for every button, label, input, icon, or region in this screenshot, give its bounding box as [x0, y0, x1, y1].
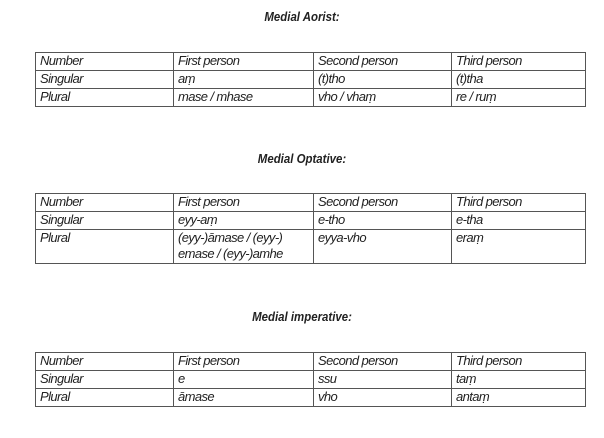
second-person-cell: vho [314, 389, 452, 407]
first-person-cell: mase / mhase [174, 89, 314, 107]
table-row [36, 371, 586, 389]
section-title-medial-optative: Medial Optative: [257, 151, 347, 166]
third-person-cell: antaṃ [452, 389, 586, 407]
medial-optative-table [35, 193, 586, 264]
table-row [36, 212, 586, 230]
first-person-cell: aṃ [174, 71, 314, 89]
second-person-cell: ssu [314, 371, 452, 389]
header-first-person: First person [174, 353, 314, 371]
third-person-cell: taṃ [452, 371, 586, 389]
header-second-person: Second person [314, 353, 452, 371]
row-number-cell: Plural [36, 89, 174, 107]
row-number-cell: Plural [36, 389, 174, 407]
row-number-cell: Singular [36, 371, 174, 389]
third-person-cell: re / ruṃ [452, 89, 586, 107]
medial-imperative-table [35, 352, 586, 407]
second-person-cell: vho / vhaṃ [314, 89, 452, 107]
header-first-person: First person [174, 194, 314, 212]
first-person-cell: e [174, 371, 314, 389]
header-second-person: Second person [314, 53, 452, 71]
header-third-person: Third person [452, 353, 586, 371]
header-third-person: Third person [452, 194, 586, 212]
header-number: Number [36, 194, 174, 212]
first-person-cell: (eyy-)āmase / (eyy-) emase / (eyy-)amhe [174, 230, 314, 264]
table-row [36, 71, 586, 89]
third-person-cell: (t)tha [452, 71, 586, 89]
table-row [36, 389, 586, 407]
header-number: Number [36, 353, 174, 371]
second-person-cell: (t)tho [314, 71, 452, 89]
header-number: Number [36, 53, 174, 71]
medial-aorist-table [35, 52, 586, 107]
table-header-row [36, 53, 586, 71]
header-first-person: First person [174, 53, 314, 71]
table-header-row [36, 194, 586, 212]
section-title-medial-aorist: Medial Aorist: [264, 9, 340, 24]
table-row [36, 230, 586, 264]
row-number-cell: Singular [36, 71, 174, 89]
section-title-medial-imperative: Medial imperative: [252, 309, 352, 324]
header-second-person: Second person [314, 194, 452, 212]
row-number-cell: Singular [36, 212, 174, 230]
second-person-cell: e-tho [314, 212, 452, 230]
third-person-cell: eraṃ [452, 230, 586, 264]
third-person-cell: e-tha [452, 212, 586, 230]
row-number-cell: Plural [36, 230, 174, 264]
table-header-row [36, 353, 586, 371]
table-row [36, 89, 586, 107]
second-person-cell: eyya-vho [314, 230, 452, 264]
first-person-cell: eyy-aṃ [174, 212, 314, 230]
first-person-cell: āmase [174, 389, 314, 407]
header-third-person: Third person [452, 53, 586, 71]
